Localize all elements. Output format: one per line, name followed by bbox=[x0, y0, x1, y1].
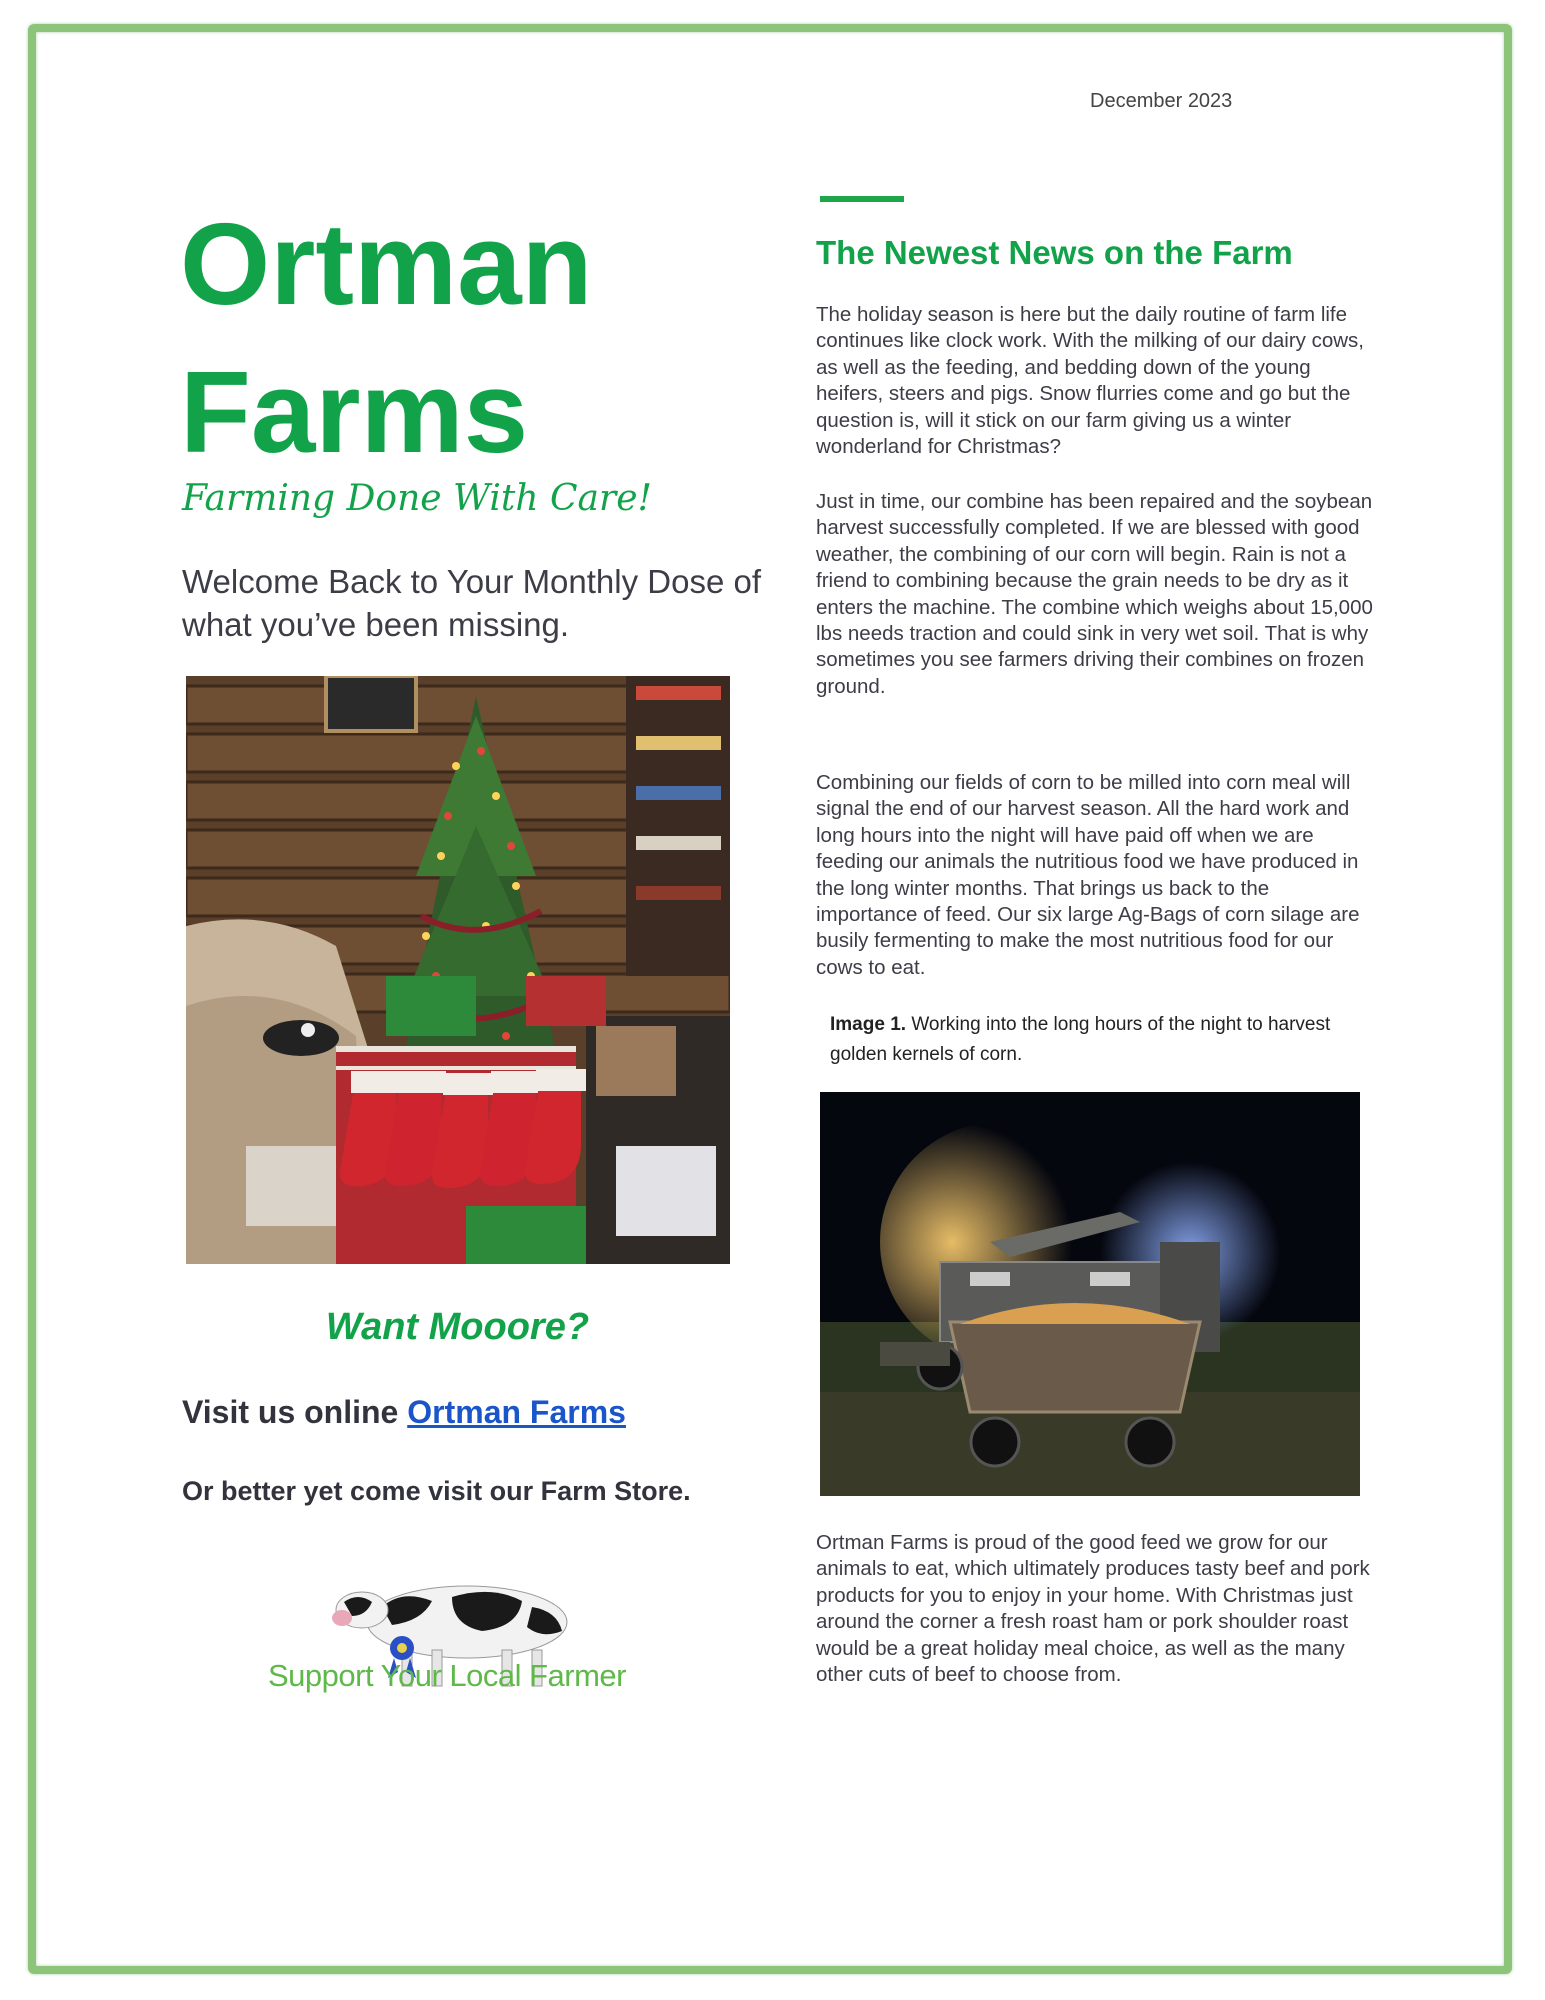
caption-label: Image 1. bbox=[830, 1014, 907, 1035]
tagline: Farming Done With Care! bbox=[182, 478, 652, 519]
article-paragraph-1: The holiday season is here but the daily routine of farm life continues like clock work. With the milking of our dairy cows, as well as the feeding, and bedding down of the young heifers, steers and pigs. Snow flurries come and go but the question is, will it stick on our farm giving us a winter wonderland for Christmas? bbox=[816, 303, 1365, 459]
article-heading: The Newest News on the Farm bbox=[816, 234, 1293, 271]
want-more-heading: Want Mooore? bbox=[325, 1306, 590, 1348]
logo-text: Support Your Local Farmer bbox=[268, 1658, 626, 1693]
masthead-line-1: Ortman bbox=[180, 199, 593, 329]
issue-date: December 2023 bbox=[1090, 90, 1233, 112]
article-paragraph-4: Ortman Farms is proud of the good feed we grow for our animals to eat, which ultimately produces tasty beef and pork products for you to enjoy in your home. With Christmas just around the corner a fresh roast ham or pork shoulder roast would be a great holiday meal choice, as well as the many other cuts of beef to choose from. bbox=[816, 1531, 1370, 1687]
masthead-line-2: Farms bbox=[180, 347, 529, 477]
welcome-text: Welcome Back to Your Monthly Dose of what you’ve been missing. bbox=[182, 563, 762, 643]
night-harvest-photo bbox=[820, 1092, 1360, 1496]
ortman-farms-link[interactable]: Ortman Farms bbox=[407, 1394, 626, 1430]
image-caption bbox=[830, 1010, 1370, 1070]
article-paragraph-3: Combining our fields of corn to be milled into corn meal will signal the end of our harvest season. All the hard work and long hours into the night will have paid off when we are feeding our animals the nutritious food we have produced in the long winter months. That brings us back to the importance of feed. Our six large Ag-Bags of corn silage are busily fermenting to make the most nutritious food for our cows to eat. bbox=[816, 771, 1360, 979]
visit-prefix: Visit us online bbox=[182, 1394, 399, 1430]
masthead-title bbox=[180, 190, 780, 486]
caption-text: Working into the long hours of the night to harvest golden kernels of corn. bbox=[830, 1014, 1331, 1065]
farm-store-text: Or better yet come visit our Farm Store. bbox=[182, 1476, 691, 1506]
visit-online-line bbox=[182, 1394, 626, 1431]
accent-bar bbox=[820, 196, 904, 202]
article-paragraph-2: Just in time, our combine has been repaired and the soybean harvest successfully completed. If we are blessed with good weather, the combining of our corn will begin. Rain is not a friend to combining because the grain needs to be dry as it enters the machine. The combine which weighs about 15,000 lbs needs traction and could sink in very wet soil. That is why sometimes you see farmers driving their combines on frozen ground. bbox=[816, 490, 1373, 698]
christmas-tree-photo bbox=[186, 676, 730, 1264]
